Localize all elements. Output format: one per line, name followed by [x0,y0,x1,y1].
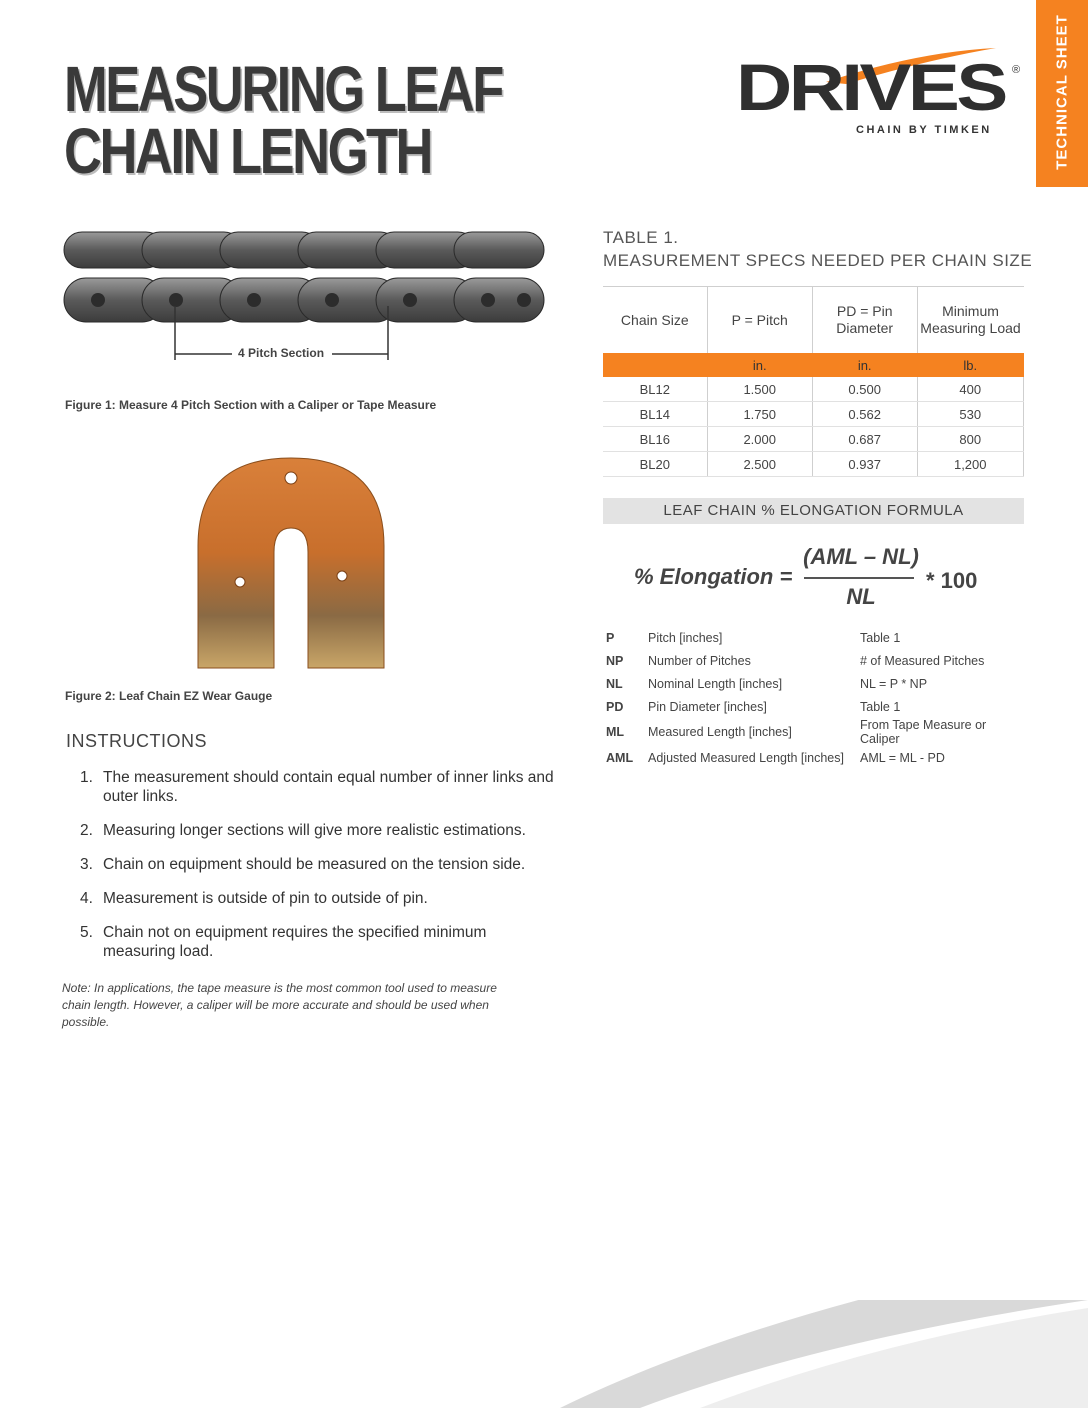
wear-gauge-figure [196,456,386,688]
col-min-load: Minimum Measuring Load [917,287,1024,354]
table-row: BL16 2.000 0.687 800 [603,427,1024,452]
col-pitch: P = Pitch [707,287,812,354]
formula-denominator: NL [846,584,876,609]
formula-multiplier: * 100 [926,568,978,593]
figure-1-caption: Figure 1: Measure 4 Pitch Section with a Caliper or Tape Measure [65,398,437,412]
elongation-formula [620,540,1020,614]
drives-logo [736,46,1026,141]
logo-registered: ® [1012,64,1021,76]
table-row: BL12 1.500 0.500 400 [603,377,1024,402]
title-line-2: CHAIN LENGTH [64,115,431,187]
table-row: BL20 2.500 0.937 1,200 [603,452,1024,477]
instructions-list [70,768,560,976]
page-title [64,53,502,187]
note-text: Note: In applications, the tape measure is the most common tool used to measure chain length. However, a caliper will be more accurate and should be used when possible. [62,981,497,1029]
instructions-heading: INSTRUCTIONS [66,731,207,751]
pitch-section-label: 4 Pitch Section [238,346,325,360]
formula-lhs: % Elongation = [634,564,793,589]
table-row: PD Pin Diameter [inches] Table 1 [606,699,901,714]
table-1-subtitle: MEASUREMENT SPECS NEEDED PER CHAIN SIZE [603,251,1033,270]
list-item: 1. The measurement should contain equal number of inner links and outer links. [80,769,554,805]
table-row: NP Number of Pitches # of Measured Pitches [606,653,985,668]
logo-subtitle: CHAIN BY TIMKEN [856,124,992,136]
list-item: 5. Chain not on equipment requires the specified minimum measuring load. [80,924,487,960]
table-row: NL Nominal Length [inches] NL = P * NP [606,676,928,691]
units-row: in. in. lb. [603,353,1024,377]
col-pin-diameter: PD = Pin Diameter [812,287,917,354]
technical-sheet-tab [1036,0,1088,187]
figure-2-caption: Figure 2: Leaf Chain EZ Wear Gauge [65,689,273,703]
ez-wear-gauge-image [196,456,386,688]
col-chain-size: Chain Size [603,287,707,354]
table-row: P Pitch [inches] Table 1 [606,630,901,645]
logo-word: DRIVES [736,50,1005,124]
technical-sheet-label: TECHNICAL SHEET [1053,14,1071,170]
decorative-swoosh [0,1300,1088,1408]
title-line-1: MEASURING LEAF [64,53,502,125]
fraction-bar [804,577,914,579]
table-1-title: TABLE 1. [603,228,679,247]
list-item: 4. Measurement is outside of pin to outside of pin. [80,890,428,907]
table-row: ML Measured Length [inches] From Tape Measure or Caliper [606,718,987,746]
table-row: AML Adjusted Measured Length [inches] AML = ML - PD [606,750,945,765]
table-row: BL14 1.750 0.562 530 [603,402,1024,427]
table-header-row [603,287,1024,354]
list-item: 3. Chain on equipment should be measured on the tension side. [80,856,526,873]
list-item: 2. Measuring longer sections will give more realistic estimations. [80,822,526,839]
formula-heading: LEAF CHAIN % ELONGATION FORMULA [603,498,1024,524]
formula-numerator: (AML – NL) [803,544,919,569]
table-1-heading [603,226,1032,272]
chain-figure [62,226,552,376]
formula-variables-table [606,626,1026,769]
measurement-specs-table [603,286,1024,477]
